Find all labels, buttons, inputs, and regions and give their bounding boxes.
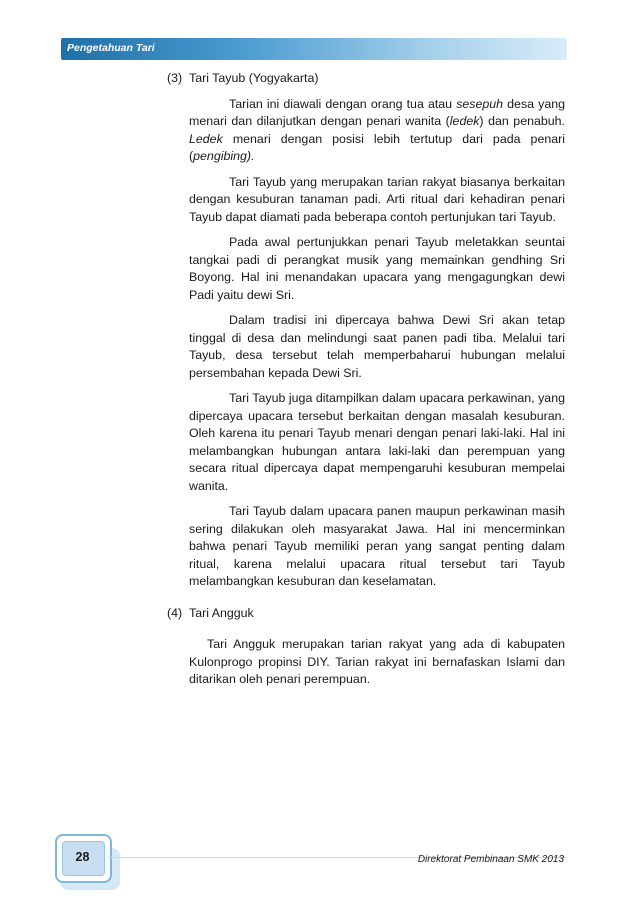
section-heading-tari-angguk: [167, 605, 565, 623]
section-heading-tari-tayub: [167, 70, 565, 88]
paragraph: Tari Tayub dalam upacara panen maupun perkawinan masih sering dilakukan oleh masyarakat Jawa. Hal ini mencerminkan bahwa penari Tayub memiliki peran yang sangat penting dalam ritual, karena melalui upacara ritual tersebut tari Tayub melambangkan kesuburan dan keselamatan.: [189, 504, 565, 588]
italic-term: ledek: [449, 114, 480, 128]
running-header-title: Pengetahuan Tari: [67, 42, 155, 54]
section-number: (3): [167, 71, 183, 85]
paragraph: Dalam tradisi ini dipercaya bahwa Dewi Sri akan tetap tinggal di desa dan melindungi saat panen padi tiba. Melalui tari Tayub, desa tersebut telah memperbaharui hubungan melalui persembahan kepada Dewi Sri.: [189, 313, 565, 380]
main-content: [167, 70, 565, 697]
paragraph: Tari Angguk merupakan tarian rakyat yang ada di kabupaten Kulonprogo propinsi DIY. Tarian rakyat ini bernafaskan Islami dan ditarikan oleh penari perempuan.: [189, 637, 565, 686]
paragraph: Tari Tayub yang merupakan tarian rakyat biasanya berkaitan dengan kesuburan tanaman padi. Arti ritual dari kehadiran penari Tayub dapat diamati pada beberapa contoh pertunjukan tari Tayub.: [189, 174, 565, 224]
paragraph: Tarian ini diawali dengan orang tua atau sesepuh desa yang menari dan dilanjutkan dengan penari wanita (ledek) dan penabuh. Ledek menari dengan posisi lebih tertutup dari pada penari (pengibing).: [189, 96, 566, 163]
page-number: 28: [75, 850, 90, 864]
italic-term: sesepuh: [456, 96, 504, 111]
italic-term: Ledek: [189, 131, 223, 146]
italic-term: pengibing).: [193, 149, 255, 163]
paragraph: Tari Tayub juga ditampilkan dalam upacara perkawinan, yang dipercaya upacara tersebut berkaitan dengan masalah kesuburan. Oleh karena itu penari Tayub menari dengan penari laki-laki. Hal ini melambangkan hubungan antara laki-laki dan perempuan yang secara ritual dipercaya dapat mempengaruhi kesuburan mempelai wanita.: [189, 391, 565, 493]
paragraph: Pada awal pertunjukkan penari Tayub meletakkan seuntai tangkai padi di perangkat musik yang memainkan gendhing Sri Boyong. Hal ini menandakan upacara yang mengagungkan dewi Padi yaitu dewi Sri.: [189, 235, 565, 302]
section-title: Tari Angguk: [189, 605, 254, 620]
section-title: Tari Tayub (Yogyakarta): [189, 71, 319, 85]
section-number: (4): [167, 605, 183, 620]
footer-publisher: Direktorat Pembinaan SMK 2013: [417, 854, 564, 865]
